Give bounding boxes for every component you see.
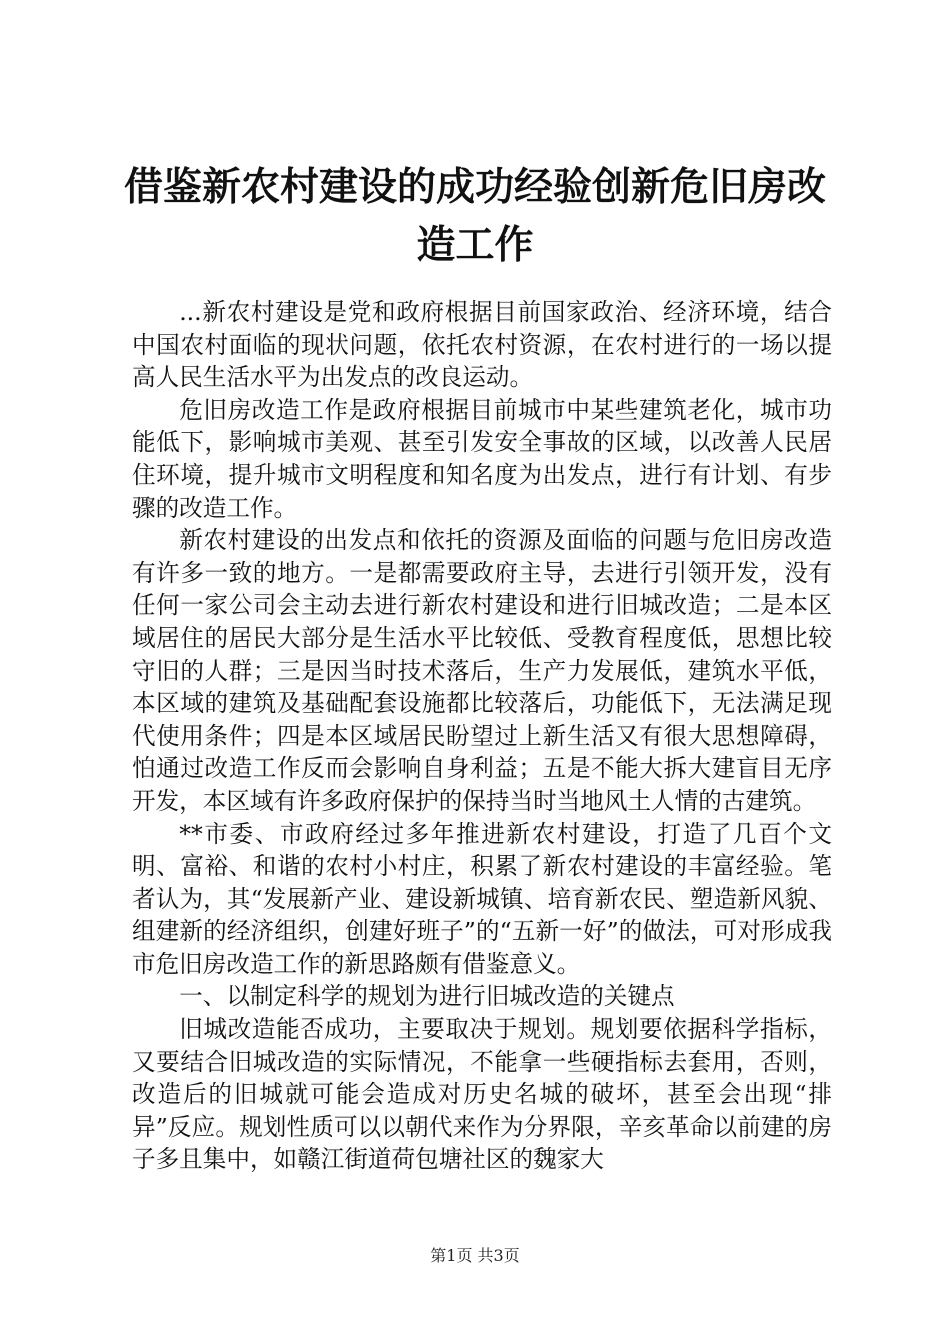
paragraph-intro: ...新农村建设是党和政府根据目前国家政治、经济环境，结合中国农村面临的现状问题，依托农村资源，在农村进行的一场以提高人民生活水平为出发点的改良运动。 xyxy=(132,298,832,392)
paragraph-renovation-definition: 危旧房改造工作是政府根据目前城市中某些建筑老化，城市功能低下，影响城市美观、甚至引发安全事故的区域，以改善人民居住环境，提升城市文明程度和知名度为出发点，进行有计划、有步骤的改造工作。 xyxy=(132,395,832,522)
page-number-footer: 第1页 共3页 xyxy=(430,1246,520,1265)
document-title: 借鉴新农村建设的成功经验创新危旧房改造工作 xyxy=(123,164,826,268)
paragraph-experience: **市委、市政府经过多年推进新农村建设，打造了几百个文明、富裕、和谐的农村小村庄，积累了新农村建设的丰富经验。笔者认为，其“发展新产业、建设新城镇、培育新农民、塑造新风貌、组建新的经济组织，创建好班子”的“五新一好”的做法，可对形成我市危旧房改造工作的新思路颇有借鉴意义。 xyxy=(132,819,832,978)
paragraph-similarities: 新农村建设的出发点和依托的资源及面临的问题与危旧房改造有许多一致的地方。一是都需要政府主导，去进行引领开发，没有任何一家公司会主动去进行新农村建设和进行旧城改造；二是本区域居住的居民大部分是生活水平比较低、受教育程度低，思想比较守旧的人群；三是因当时技术落后，生产力发展低，建筑水平低，本区域的建筑及基础配套设施都比较落后，功能低下，无法满足现代使用条件；四是本区域居民盼望过上新生活又有很大思想障碍，怕通过改造工作反而会影响自身利益；五是不能大拆大建盲目无序开发，本区域有许多政府保护的保持当时当地风土人情的古建筑。 xyxy=(132,526,832,815)
document-body xyxy=(132,296,832,1176)
section-heading-1: 一、以制定科学的规划为进行旧城改造的关键点 xyxy=(179,982,675,1011)
paragraph-planning: 旧城改造能否成功，主要取决于规划。规划要依据科学指标，又要结合旧城改造的实际情况，不能拿一些硬指标去套用，否则，改造后的旧城就可能会造成对历史名城的破坏，甚至会出现“排异”反应。规划性质可以以朝代来作为分界限，辛亥革命以前建的房子多且集中，如赣江街道荷包塘社区的魏家大 xyxy=(132,1015,832,1174)
